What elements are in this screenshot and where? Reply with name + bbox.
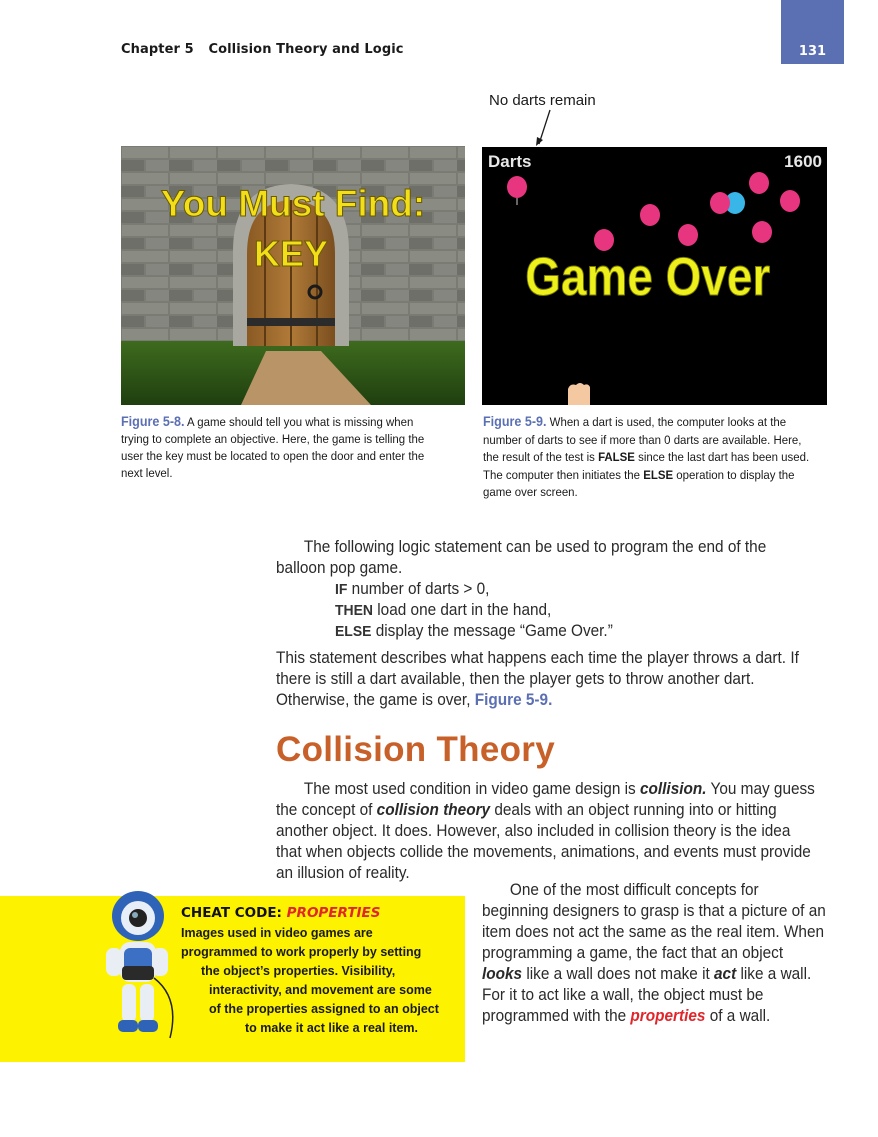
cheat-code-text [181, 924, 456, 1038]
term-looks: looks [482, 965, 523, 983]
logic-line-if [335, 579, 613, 600]
logic-text: number of darts > 0, [351, 580, 490, 598]
game-over-text: Game Over [525, 246, 771, 307]
figure-5-8-caption [121, 413, 442, 482]
paragraph-wall-example [482, 880, 826, 1027]
cheat-code-line: of the properties assigned to an object [209, 1002, 439, 1016]
paragraph-text: This statement describes what happens each time the player throws a dart. If there is still a dart available, then the player gets to throw another dart. Otherwise, the game is over, [276, 649, 799, 709]
callout-arrow [530, 108, 560, 150]
figure-5-9-caption-part2: since the last dart has been used. The computer then initiates the [483, 450, 810, 482]
balloon-icon [752, 221, 772, 243]
paragraph-text: of a wall. [709, 1007, 771, 1025]
logic-keyword: IF [335, 581, 348, 598]
figure-5-8-label: Figure 5-8. [121, 414, 185, 429]
balloon-icon [678, 224, 698, 246]
logic-line-then [335, 600, 613, 621]
page-number: 131 [798, 44, 827, 59]
logic-line-else [335, 621, 613, 642]
figure-5-9-caption-part1: When a dart is used, the computer looks at the number of darts to see if more than 0 darts are available. Here, the result of the test is [483, 415, 802, 464]
term-collision: collision. [639, 780, 707, 798]
cheat-code-line: to make it act like a real item. [245, 1021, 418, 1035]
figure-5-9-caption-part3: operation to display the game over screen. [483, 467, 795, 499]
logic-statement [335, 579, 613, 642]
cheat-code-line: programmed to work properly by setting [181, 945, 422, 959]
logic-text: display the message “Game Over.” [375, 622, 613, 640]
cheat-code-line: the object’s properties. Visibility, [201, 964, 396, 978]
term-collision-theory: collision theory [376, 801, 491, 819]
hand-icon [568, 383, 590, 405]
cheat-code-title-prefix: CHEAT CODE: [181, 905, 282, 921]
figure-5-9-callout: No darts remain [489, 92, 596, 109]
chapter-number: Chapter 5 [121, 42, 194, 57]
balloon-icon [640, 204, 660, 226]
figure-5-9-image [482, 147, 827, 405]
section-heading: Collision Theory [276, 730, 555, 769]
logic-text: load one dart in the hand, [377, 601, 552, 619]
cheat-code-title-term: PROPERTIES [286, 905, 381, 921]
paragraph-text: deals with an object running into or hitting another object. It does. However, also included in collision theory is the idea that when objects collide the movements, animations, and events must provide an illusion of reality. [276, 801, 811, 882]
paragraph-logic-intro [276, 537, 811, 579]
paragraph-text: You may guess the concept of [276, 780, 815, 819]
figure-5-9-label: Figure 5-9. [483, 414, 547, 429]
figure-5-9-caption-false: FALSE [598, 450, 635, 464]
paragraph-text: One of the most difficult concepts for beginning designers to grasp is that a picture of an item does not act the same as the real item. When programming a game, the fact that an object [482, 881, 826, 962]
robot-mascot-icon [100, 888, 180, 1053]
figure-5-9-caption-else: ELSE [643, 467, 674, 482]
paragraph-text: like a wall does not make it [526, 965, 710, 983]
page-number-tab [781, 0, 844, 64]
balloon-icon [780, 190, 800, 212]
figure-5-8-overlay-title: You Must Find: [160, 183, 426, 224]
hud-score: 1600 [784, 152, 822, 171]
running-head [121, 42, 404, 57]
paragraph-statement-description [276, 648, 815, 711]
cheat-code-title [181, 905, 381, 921]
term-properties: properties [630, 1007, 706, 1025]
logic-keyword: ELSE [335, 623, 372, 640]
cheat-code-line: interactivity, and movement are some [209, 983, 432, 997]
figure-5-8-image [121, 146, 465, 405]
paragraph-text: The most used condition in video game design is [303, 780, 636, 798]
logic-keyword: THEN [335, 602, 373, 619]
balloon-icon [749, 172, 769, 194]
figure-5-8-caption-text: A game should tell you what is missing when trying to complete an objective. Here, the game is telling the user the key must be located to open the door and enter the next level. [121, 415, 425, 480]
paragraph-text: like a wall. For it to act like a wall, the object must be programmed with the [482, 965, 812, 1025]
balloon-icon [710, 192, 730, 214]
chapter-title: Collision Theory and Logic [208, 42, 404, 57]
figure-reference-link[interactable]: Figure 5-9. [474, 691, 553, 709]
hud-darts: Darts [488, 152, 532, 171]
cheat-code-line: Images used in video games are [181, 926, 373, 940]
paragraph-collision [276, 779, 815, 884]
figure-5-9-caption [483, 413, 818, 502]
term-act: act [714, 965, 737, 983]
figure-5-8-overlay-key: KEY [253, 233, 329, 274]
paragraph-text: The following logic statement can be used to program the end of the balloon pop game. [276, 538, 767, 577]
